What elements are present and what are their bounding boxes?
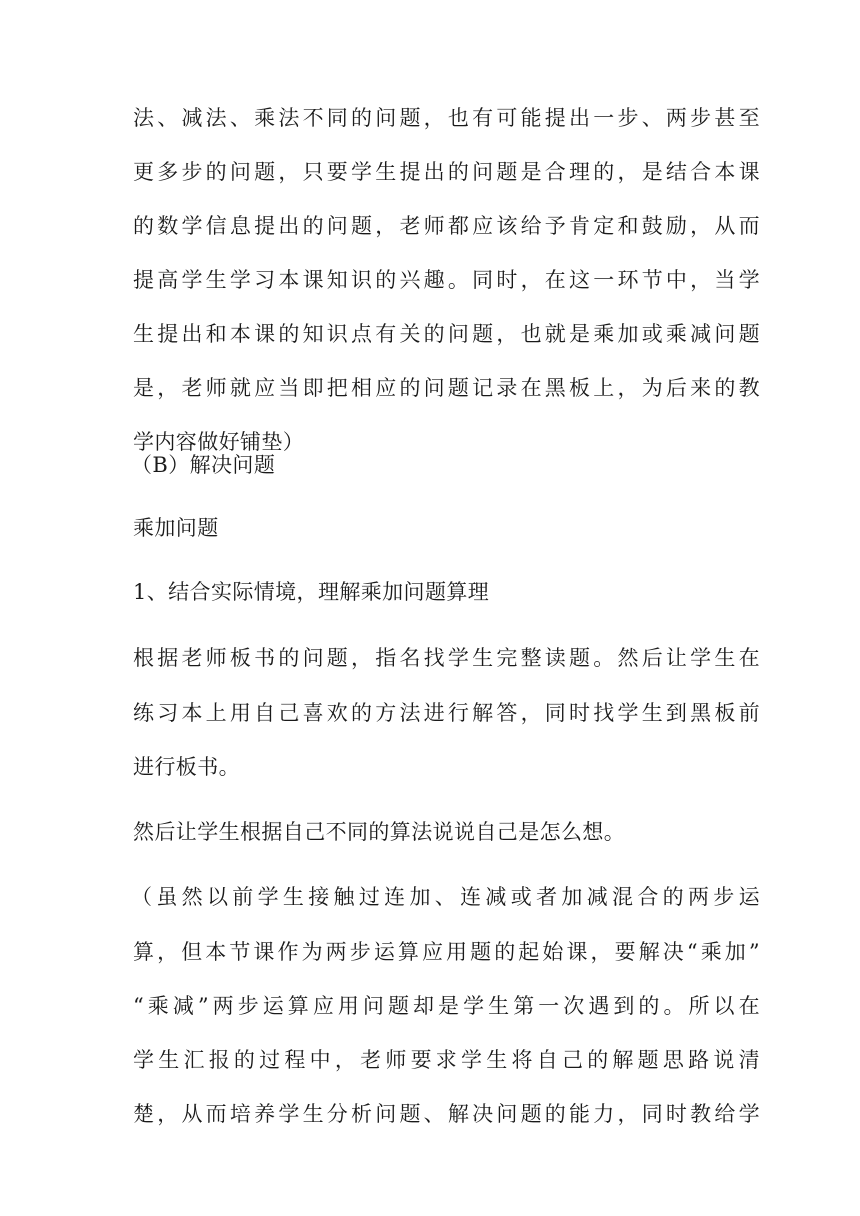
paragraph-line: 更多步的问题，只要学生提出的问题是合理的，是结合本课 [133,160,760,184]
paragraph-line: 法、减法、乘法不同的问题，也有可能提出一步、两步甚至 [133,106,760,130]
paragraph-line: 根据老师板书的问题，指名找学生完整读题。然后让学生在 [133,646,760,670]
paragraph-line: 学生汇报的过程中，老师要求学生将自己的解题思路说清 [133,1048,760,1072]
subsection-heading: 乘加问题 [133,516,219,540]
paragraph-line: 进行板书。 [133,755,240,779]
section-heading: （B）解决问题 [131,453,276,477]
paragraph-line: 楚，从而培养学生分析问题、解决问题的能力，同时教给学 [133,1102,760,1126]
paragraph-line: 生提出和本课的知识点有关的问题，也就是乘加或乘减问题 [133,322,760,346]
paragraph-line: （虽然以前学生接触过连加、连减或者加减混合的两步运 [131,885,760,909]
paragraph-line: 学内容做好铺垫） [133,430,305,454]
step-heading: 1、结合实际情境，理解乘加问题算理 [133,580,490,604]
paragraph-line: 是，老师就应当即把相应的问题记录在黑板上，为后来的教 [133,376,760,400]
paragraph-line: “乘减”两步运算应用问题却是学生第一次遇到的。所以在 [133,994,760,1018]
paragraph-line: 然后让学生根据自己不同的算法说说自己是怎么想。 [133,820,626,844]
paragraph-line: 的数学信息提出的问题，老师都应该给予肯定和鼓励，从而 [133,214,760,238]
paragraph-line: 算，但本节课作为两步运算应用题的起始课，要解决“乘加” [133,940,760,964]
paragraph-line: 提高学生学习本课知识的兴趣。同时，在这一环节中，当学 [133,268,760,292]
paragraph-line: 练习本上用自己喜欢的方法进行解答，同时找学生到黑板前 [133,701,760,725]
